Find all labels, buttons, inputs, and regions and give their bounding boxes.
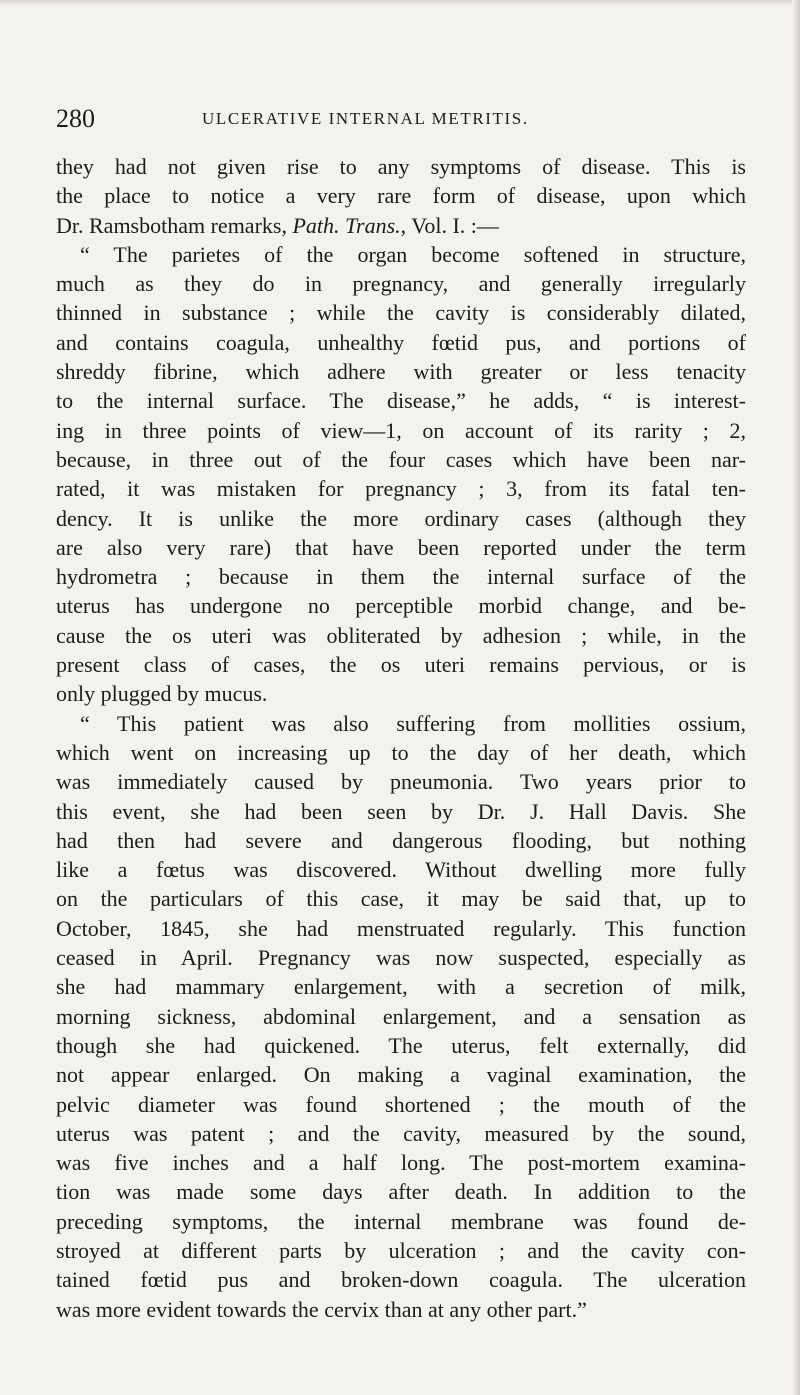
text-line: “ This patient was also suffering from mollities ossium, (80, 710, 746, 736)
text-line: October, 1845, she had menstruated regularly. This function (56, 915, 746, 941)
text-line: stroyed at different parts by ulceration ; and the cavity con- (56, 1237, 746, 1263)
text-line: morning sickness, abdominal enlargement, and a sensation as (56, 1003, 746, 1029)
text-line: not appear enlarged. On making a vaginal examination, the (56, 1062, 746, 1088)
page-right-edge (792, 0, 800, 1395)
text-line: rated, it was mistaken for pregnancy ; 3, from its fatal ten- (56, 476, 746, 502)
text-line: ing in three points of view—1, on account of its rarity ; 2, (56, 417, 746, 443)
text-line: tion was made some days after death. In addition to the (56, 1179, 746, 1205)
text-line: because, in three out of the four cases which have been nar- (56, 446, 746, 472)
text-line: much as they do in pregnancy, and generally irregularly (56, 271, 746, 297)
text-line: like a fœtus was discovered. Without dwelling more fully (56, 857, 746, 883)
text-line: she had mammary enlargement, with a secretion of milk, (56, 974, 746, 1000)
text-line: cause the os uteri was obliterated by adhesion ; while, in the (56, 622, 746, 648)
text-line: they had not given rise to any symptoms of disease. This is (56, 154, 746, 179)
text-line: thinned in substance ; while the cavity is considerably dilated, (56, 300, 746, 326)
text-line: and contains coagula, unhealthy fœtid pus, and portions of (56, 329, 746, 355)
text-line: this event, she had been seen by Dr. J. Hall Davis. She (56, 798, 746, 824)
text-line: hydrometra ; because in them the internal surface of the (56, 564, 746, 590)
text-line: Dr. Ramsbotham remarks, Path. Trans., Vol. I. :— (56, 212, 499, 238)
text-line: tained fœtid pus and broken-down coagula. The ulceration (56, 1267, 746, 1293)
text-line: though she had quickened. The uterus, felt externally, did (56, 1032, 746, 1058)
page-number: 280 (56, 104, 95, 133)
text-line: shreddy fibrine, which adhere with greater or less tenacity (56, 359, 746, 385)
running-head (56, 99, 746, 139)
text-line: to the internal surface. The disease,” he adds, “ is interest- (56, 388, 746, 414)
text-line: was more evident towards the cervix than at any other part.” (56, 1296, 587, 1322)
text-line: the place to notice a very rare form of disease, upon which (56, 183, 746, 209)
text-line: “ The parietes of the organ become softened in structure, (80, 241, 746, 267)
text-line: dency. It is unlike the more ordinary cases (although they (56, 505, 746, 531)
page-top-edge (0, 0, 800, 6)
text-line: ceased in April. Pregnancy was now suspected, especially as (56, 945, 746, 971)
text-line: was immediately caused by pneumonia. Two years prior to (56, 769, 746, 795)
text-line: only plugged by mucus. (56, 681, 268, 707)
text-line: pelvic diameter was found shortened ; the mouth of the (56, 1091, 746, 1117)
text-line: preceding symptoms, the internal membrane was found de- (56, 1208, 746, 1234)
text-line: are also very rare) that have been reported under the term (56, 534, 746, 560)
running-title: ULCERATIVE INTERNAL METRITIS. (202, 109, 529, 128)
body-text (56, 152, 746, 1324)
text-line: which went on increasing up to the day of her death, which (56, 739, 746, 765)
text-line: uterus was patent ; and the cavity, measured by the sound, (56, 1120, 746, 1146)
text-line: had then had severe and dangerous flooding, but nothing (56, 827, 746, 853)
text-line: present class of cases, the os uteri remains pervious, or is (56, 652, 746, 678)
text-line: uterus has undergone no perceptible morbid change, and be- (56, 593, 746, 619)
text-line: on the particulars of this case, it may be said that, up to (56, 886, 746, 912)
text-line: was five inches and a half long. The post-mortem examina- (56, 1150, 746, 1176)
